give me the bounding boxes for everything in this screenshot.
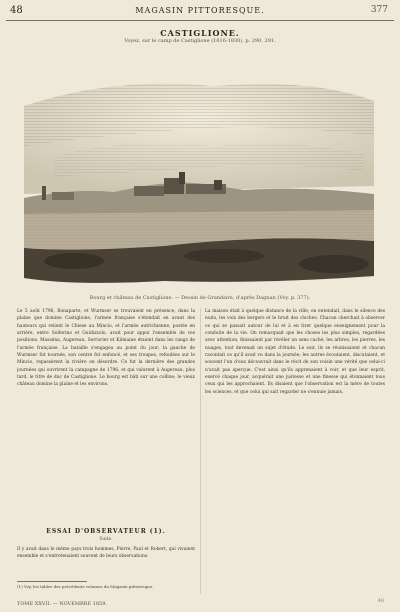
page-header [6,2,394,21]
bushes-center-shape [184,249,264,263]
article-title: CASTIGLIONE. [160,28,240,38]
castiglione-engraving [14,76,380,286]
section-title: ESSAI D'OBSERVATEUR (1). [46,528,166,535]
church-tower-shape [42,186,46,200]
body-column-right: La maison était à quelque distance de la ville; on entendait, dans le silence des nuits, les voix des bergers et le bruit des cloches. Chacun cherchait à observer ce qui se passait autour de lui et à en tirer quelque enseignement pour la conduite de la vie. On remarquait que les choses les plus simples, regardées avec attention, finissaient par révéler un sens caché; les arbres, les pierres, les nuages, tout devenait un sujet d'étude. Le soir, ils se réunissaient et chacun racontait ce qu'il avait vu dans la journée; les autres écoutaient, discutaient, et souvent l'un d'eux découvrait dans le récit de son voisin une vérité que celui-ci n'avait pas aperçue. C'est ainsi qu'ils apprenaient à voir, et que leur esprit, exercé chaque jour, acquérait une justesse et une finesse qui étonnaient tous ceux qui les approchaient. Ils disaient que l'observation est la mère de toutes les sciences, et que celui qui sait regarder ne s'ennuie jamais. [205,309,385,395]
castle-tower-shape [179,172,185,184]
section-subtitle: Suite. [99,537,113,542]
bushes-left-shape [44,253,104,269]
header-folio: 377 [370,5,388,15]
figure-caption: Bourg et château de Castiglione. — Dessin de Grandsire, d'après Dagnan (Voy. p. 377). [89,295,311,301]
section-body-left: Il y avait dans le même pays trois hommes, Pierre, Paul et Robert, qui vivaient ensemble et s'entretenaient souvent de leurs observations. [17,547,195,560]
bushes-right-shape [299,255,369,273]
footnote: (1) Voy. les tables des précédents volumes du Magasin pittoresque. [17,584,154,589]
village-left-shape [52,192,74,200]
town-houses-shape [134,186,164,196]
article-subtitle: Voyez, sur le camp de Castiglione (1616-1830), p. 290, 291. [124,38,276,44]
town-tower-shape [214,180,222,190]
footer-sheet-number: 48 [377,598,384,604]
body-column-left: Le 5 août 1796, Bonaparte, et Wurmser se trouvaient en présence, dans la plaine que domine Castiglione, l'armée française s'étendait en avant des hauteurs qui relient le Chiese au Mincio, et l'armée autrichienne, postée en arrière, entre Solferino et Guidizzolo, avait pour appui l'ensemble de ces positions. Masséna, Augereau, Serrurier et Kilmaine étaient dans les rangs de l'armée française. La bataille s'engagea au point du jour; la gauche de Wurmser fut tournée, son centre fut enfoncé, et ses troupes, refoulées sur le Mincio, repassèrent la rivière en désordre. Ce fut la dernière des grandes journées qui ouvrirent la campagne de 1796, et qui valurent à Augereau, plus tard, le titre de duc de Castiglione. Le bourg est bâti sur une colline; le vieux château domine la plaine et les environs. [17,309,195,388]
column-divider [200,308,201,594]
page-footer: TOME XXVII. — NOVEMBRE 1859. [17,601,107,607]
header-magazine-title: MAGASIN PITTORESQUE. [135,6,265,15]
footnote-rule [17,581,87,582]
header-page-number: 48 [10,5,23,16]
